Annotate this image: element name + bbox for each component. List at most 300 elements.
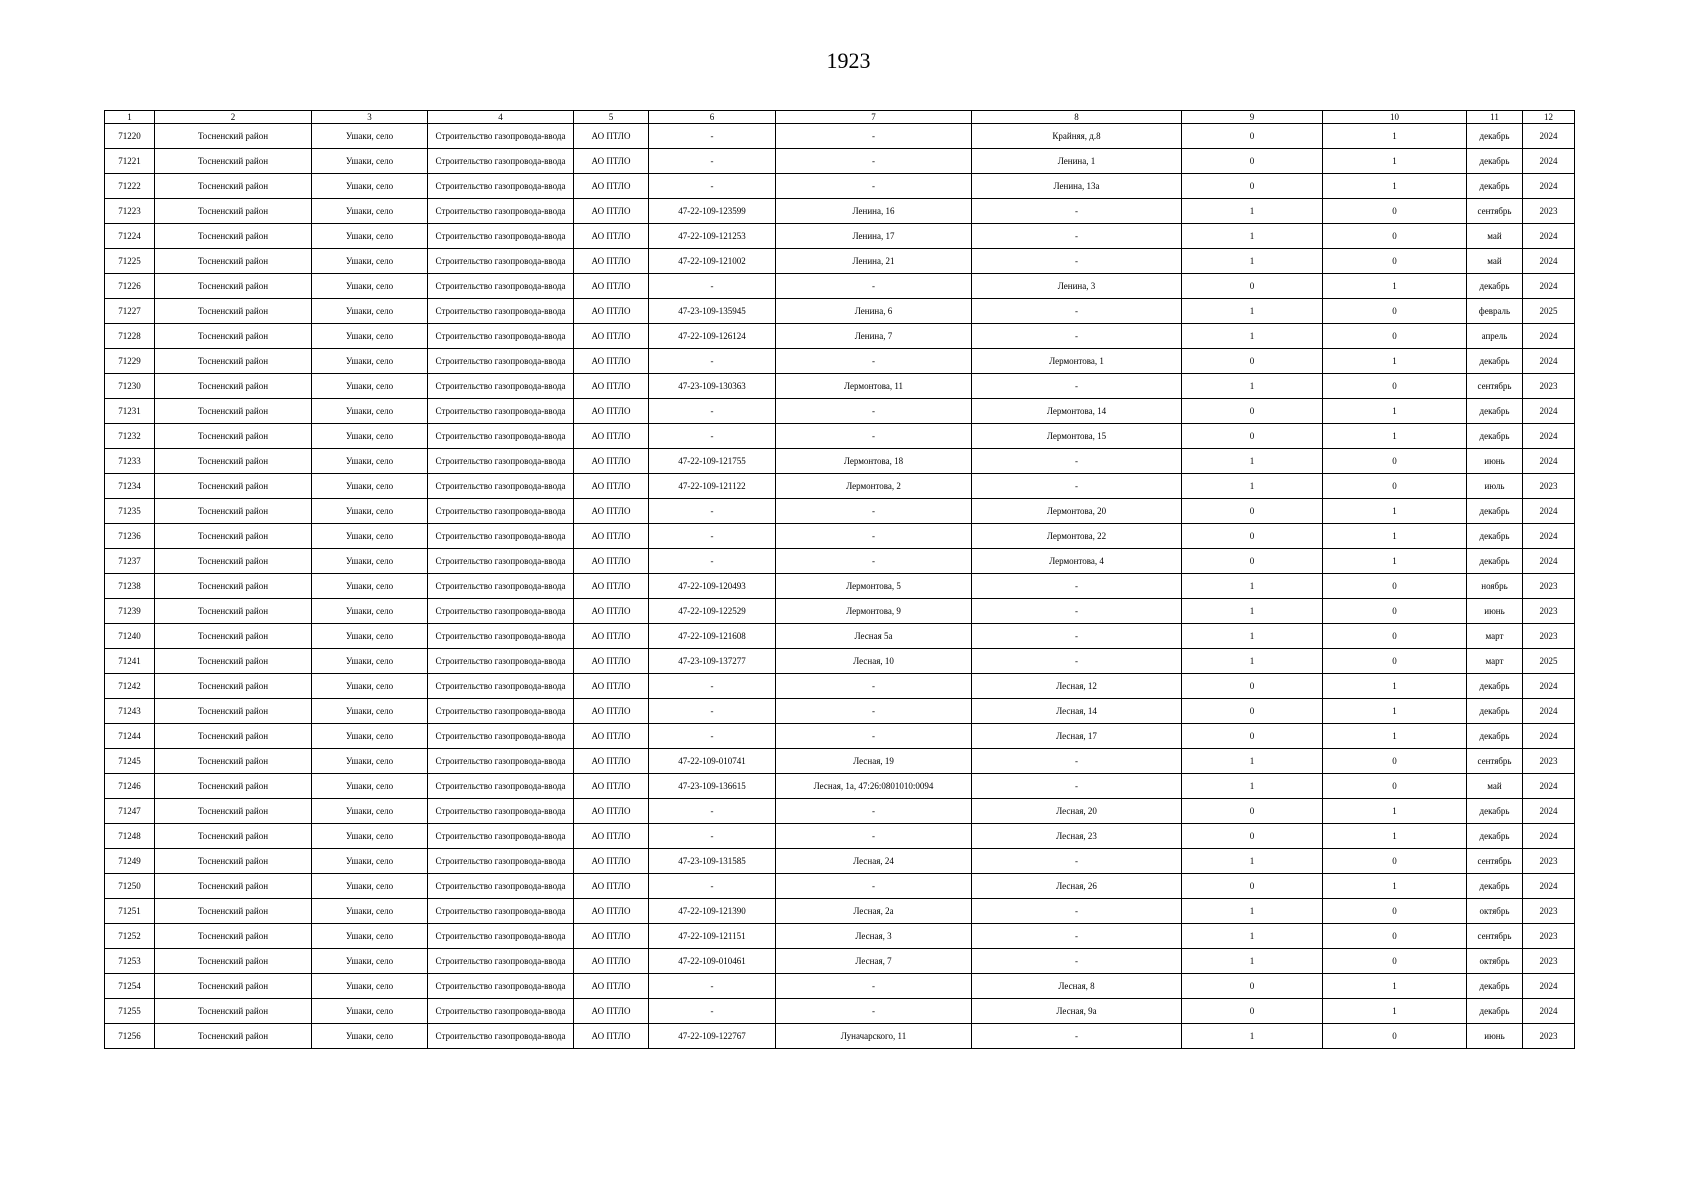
cell-address-planned: -	[972, 774, 1182, 799]
cell-address-connected: Ленина, 17	[776, 224, 972, 249]
cell-month: сентябрь	[1467, 749, 1523, 774]
cell-address-connected: -	[776, 874, 972, 899]
cell-count-connected: 1	[1182, 624, 1323, 649]
cell-district: Тосненский район	[155, 1024, 312, 1049]
cell-count-connected: 0	[1182, 974, 1323, 999]
cell-district: Тосненский район	[155, 199, 312, 224]
cell-year: 2024	[1523, 549, 1575, 574]
cell-count-planned: 0	[1323, 574, 1467, 599]
cell-district: Тосненский район	[155, 399, 312, 424]
cell-organization: АО ПТЛО	[574, 224, 649, 249]
cell-address-planned: -	[972, 374, 1182, 399]
cell-year: 2024	[1523, 824, 1575, 849]
cell-work-type: Строительство газопровода-ввода	[428, 374, 574, 399]
header-row	[105, 111, 1575, 124]
cell-address-planned: -	[972, 849, 1182, 874]
cell-year: 2024	[1523, 774, 1575, 799]
cell-settlement: Ушаки, село	[312, 574, 428, 599]
table-row	[105, 874, 1575, 899]
cell-address-planned: Лермонтова, 20	[972, 499, 1182, 524]
cell-month: декабрь	[1467, 124, 1523, 149]
cell-address-planned: Крайняя, д.8	[972, 124, 1182, 149]
cell-month: июнь	[1467, 1024, 1523, 1049]
cell-count-connected: 1	[1182, 374, 1323, 399]
cell-district: Тосненский район	[155, 299, 312, 324]
cell-count-planned: 1	[1323, 674, 1467, 699]
cell-row-number: 71230	[105, 374, 155, 399]
cell-month: декабрь	[1467, 174, 1523, 199]
cell-settlement: Ушаки, село	[312, 974, 428, 999]
cell-month: март	[1467, 649, 1523, 674]
cell-cadastral-number: -	[649, 499, 776, 524]
cell-address-planned: -	[972, 599, 1182, 624]
cell-month: июнь	[1467, 599, 1523, 624]
cell-year: 2024	[1523, 674, 1575, 699]
column-header: 6	[649, 111, 776, 124]
cell-district: Тосненский район	[155, 774, 312, 799]
cell-count-planned: 0	[1323, 924, 1467, 949]
cell-organization: АО ПТЛО	[574, 324, 649, 349]
cell-count-planned: 1	[1323, 274, 1467, 299]
cell-district: Тосненский район	[155, 799, 312, 824]
cell-work-type: Строительство газопровода-ввода	[428, 499, 574, 524]
cell-address-connected: Лесная, 19	[776, 749, 972, 774]
cell-work-type: Строительство газопровода-ввода	[428, 449, 574, 474]
cell-address-planned: Лермонтова, 1	[972, 349, 1182, 374]
table-row	[105, 849, 1575, 874]
cell-month: декабрь	[1467, 999, 1523, 1024]
cell-organization: АО ПТЛО	[574, 874, 649, 899]
cell-month: февраль	[1467, 299, 1523, 324]
cell-address-connected: Лесная, 2а	[776, 899, 972, 924]
cell-count-planned: 1	[1323, 149, 1467, 174]
cell-year: 2024	[1523, 149, 1575, 174]
cell-month: декабрь	[1467, 274, 1523, 299]
column-header: 9	[1182, 111, 1323, 124]
cell-cadastral-number: -	[649, 274, 776, 299]
cell-year: 2024	[1523, 974, 1575, 999]
cell-count-connected: 0	[1182, 699, 1323, 724]
cell-count-connected: 1	[1182, 949, 1323, 974]
cell-address-connected: -	[776, 399, 972, 424]
cell-row-number: 71237	[105, 549, 155, 574]
cell-count-connected: 1	[1182, 449, 1323, 474]
cell-address-connected: -	[776, 724, 972, 749]
cell-count-planned: 0	[1323, 599, 1467, 624]
cell-address-connected: -	[776, 799, 972, 824]
cell-address-planned: Лермонтова, 22	[972, 524, 1182, 549]
cell-work-type: Строительство газопровода-ввода	[428, 399, 574, 424]
cell-month: декабрь	[1467, 724, 1523, 749]
cell-district: Тосненский район	[155, 124, 312, 149]
cell-cadastral-number: 47-22-109-121151	[649, 924, 776, 949]
cell-year: 2023	[1523, 599, 1575, 624]
cell-settlement: Ушаки, село	[312, 449, 428, 474]
table-row	[105, 724, 1575, 749]
cell-cadastral-number: 47-23-109-136615	[649, 774, 776, 799]
cell-district: Тосненский район	[155, 874, 312, 899]
cell-settlement: Ушаки, село	[312, 799, 428, 824]
cell-year: 2024	[1523, 424, 1575, 449]
cell-row-number: 71227	[105, 299, 155, 324]
cell-organization: АО ПТЛО	[574, 274, 649, 299]
cell-month: март	[1467, 624, 1523, 649]
cell-settlement: Ушаки, село	[312, 274, 428, 299]
cell-count-planned: 1	[1323, 349, 1467, 374]
cell-row-number: 71243	[105, 699, 155, 724]
cell-row-number: 71250	[105, 874, 155, 899]
cell-cadastral-number: -	[649, 424, 776, 449]
table-row	[105, 649, 1575, 674]
cell-year: 2024	[1523, 349, 1575, 374]
cell-cadastral-number: 47-22-109-010461	[649, 949, 776, 974]
cell-count-planned: 1	[1323, 974, 1467, 999]
cell-cadastral-number: 47-22-109-121122	[649, 474, 776, 499]
cell-address-planned: Лесная, 12	[972, 674, 1182, 699]
cell-address-connected: Ленина, 16	[776, 199, 972, 224]
cell-count-connected: 0	[1182, 799, 1323, 824]
cell-year: 2024	[1523, 449, 1575, 474]
cell-year: 2023	[1523, 749, 1575, 774]
cell-work-type: Строительство газопровода-ввода	[428, 249, 574, 274]
cell-district: Тосненский район	[155, 749, 312, 774]
cell-address-planned: -	[972, 249, 1182, 274]
cell-settlement: Ушаки, село	[312, 599, 428, 624]
cell-cadastral-number: -	[649, 149, 776, 174]
cell-work-type: Строительство газопровода-ввода	[428, 574, 574, 599]
cell-work-type: Строительство газопровода-ввода	[428, 149, 574, 174]
cell-organization: АО ПТЛО	[574, 624, 649, 649]
cell-year: 2024	[1523, 174, 1575, 199]
cell-organization: АО ПТЛО	[574, 1024, 649, 1049]
cell-address-planned: -	[972, 474, 1182, 499]
cell-organization: АО ПТЛО	[574, 174, 649, 199]
cell-count-connected: 1	[1182, 299, 1323, 324]
cell-address-planned: -	[972, 224, 1182, 249]
cell-address-connected: Лесная, 7	[776, 949, 972, 974]
cell-row-number: 71223	[105, 199, 155, 224]
cell-settlement: Ушаки, село	[312, 999, 428, 1024]
cell-cadastral-number: 47-22-109-121755	[649, 449, 776, 474]
cell-row-number: 71256	[105, 1024, 155, 1049]
table-row	[105, 999, 1575, 1024]
cell-count-planned: 0	[1323, 299, 1467, 324]
cell-settlement: Ушаки, село	[312, 899, 428, 924]
cell-year: 2024	[1523, 724, 1575, 749]
cell-organization: АО ПТЛО	[574, 849, 649, 874]
cell-row-number: 71225	[105, 249, 155, 274]
cell-work-type: Строительство газопровода-ввода	[428, 849, 574, 874]
cell-cadastral-number: 47-22-109-121390	[649, 899, 776, 924]
cell-year: 2024	[1523, 399, 1575, 424]
cell-row-number: 71238	[105, 574, 155, 599]
cell-work-type: Строительство газопровода-ввода	[428, 224, 574, 249]
cell-row-number: 71254	[105, 974, 155, 999]
table-row	[105, 924, 1575, 949]
cell-count-connected: 0	[1182, 724, 1323, 749]
cell-month: декабрь	[1467, 399, 1523, 424]
cell-count-planned: 1	[1323, 824, 1467, 849]
cell-organization: АО ПТЛО	[574, 424, 649, 449]
table-row	[105, 149, 1575, 174]
cell-address-connected: -	[776, 174, 972, 199]
cell-address-planned: Лермонтова, 4	[972, 549, 1182, 574]
cell-district: Тосненский район	[155, 949, 312, 974]
cell-count-connected: 0	[1182, 549, 1323, 574]
table-row	[105, 474, 1575, 499]
cell-count-planned: 0	[1323, 249, 1467, 274]
cell-year: 2023	[1523, 949, 1575, 974]
cell-address-connected: Лермонтова, 9	[776, 599, 972, 624]
cell-cadastral-number: 47-22-109-121002	[649, 249, 776, 274]
column-header: 4	[428, 111, 574, 124]
cell-address-connected: -	[776, 699, 972, 724]
cell-address-connected: Лесная 5а	[776, 624, 972, 649]
column-header: 11	[1467, 111, 1523, 124]
cell-year: 2023	[1523, 199, 1575, 224]
cell-organization: АО ПТЛО	[574, 899, 649, 924]
cell-work-type: Строительство газопровода-ввода	[428, 599, 574, 624]
cell-cadastral-number: 47-22-109-120493	[649, 574, 776, 599]
cell-cadastral-number: -	[649, 974, 776, 999]
cell-row-number: 71240	[105, 624, 155, 649]
cell-cadastral-number: -	[649, 549, 776, 574]
table-row	[105, 574, 1575, 599]
table-row	[105, 549, 1575, 574]
table-row	[105, 224, 1575, 249]
cell-cadastral-number: -	[649, 674, 776, 699]
cell-district: Тосненский район	[155, 899, 312, 924]
cell-address-connected: Луначарского, 11	[776, 1024, 972, 1049]
cell-count-connected: 1	[1182, 1024, 1323, 1049]
cell-district: Тосненский район	[155, 374, 312, 399]
cell-address-planned: -	[972, 749, 1182, 774]
cell-district: Тосненский район	[155, 449, 312, 474]
cell-count-planned: 0	[1323, 199, 1467, 224]
cell-row-number: 71226	[105, 274, 155, 299]
cell-organization: АО ПТЛО	[574, 574, 649, 599]
cell-district: Тосненский район	[155, 149, 312, 174]
cell-district: Тосненский район	[155, 824, 312, 849]
cell-month: сентябрь	[1467, 199, 1523, 224]
cell-address-connected: -	[776, 999, 972, 1024]
cell-address-connected: -	[776, 499, 972, 524]
cell-count-planned: 1	[1323, 999, 1467, 1024]
cell-district: Тосненский район	[155, 499, 312, 524]
cell-count-connected: 1	[1182, 899, 1323, 924]
cell-cadastral-number: 47-23-109-130363	[649, 374, 776, 399]
cell-work-type: Строительство газопровода-ввода	[428, 724, 574, 749]
cell-month: октябрь	[1467, 899, 1523, 924]
table-row	[105, 974, 1575, 999]
cell-row-number: 71244	[105, 724, 155, 749]
column-header: 8	[972, 111, 1182, 124]
table-row	[105, 249, 1575, 274]
cell-row-number: 71234	[105, 474, 155, 499]
cell-organization: АО ПТЛО	[574, 199, 649, 224]
cell-address-planned: Лесная, 8	[972, 974, 1182, 999]
cell-organization: АО ПТЛО	[574, 999, 649, 1024]
cell-work-type: Строительство газопровода-ввода	[428, 799, 574, 824]
cell-district: Тосненский район	[155, 974, 312, 999]
cell-month: декабрь	[1467, 549, 1523, 574]
cell-address-connected: -	[776, 149, 972, 174]
cell-organization: АО ПТЛО	[574, 699, 649, 724]
table-body	[105, 124, 1575, 1049]
cell-row-number: 71221	[105, 149, 155, 174]
cell-month: декабрь	[1467, 974, 1523, 999]
cell-address-connected: Лесная, 1а, 47:26:0801010:0094	[776, 774, 972, 799]
cell-address-connected: Лермонтова, 11	[776, 374, 972, 399]
cell-count-connected: 1	[1182, 649, 1323, 674]
cell-month: май	[1467, 249, 1523, 274]
cell-row-number: 71235	[105, 499, 155, 524]
table-row	[105, 424, 1575, 449]
cell-month: октябрь	[1467, 949, 1523, 974]
cell-address-connected: -	[776, 549, 972, 574]
cell-address-connected: Лермонтова, 5	[776, 574, 972, 599]
cell-count-planned: 0	[1323, 949, 1467, 974]
cell-cadastral-number: 47-22-109-122529	[649, 599, 776, 624]
cell-cadastral-number: 47-23-109-135945	[649, 299, 776, 324]
cell-work-type: Строительство газопровода-ввода	[428, 924, 574, 949]
table-row	[105, 949, 1575, 974]
cell-district: Тосненский район	[155, 424, 312, 449]
cell-address-planned: -	[972, 449, 1182, 474]
cell-month: декабрь	[1467, 799, 1523, 824]
cell-address-connected: Лермонтова, 18	[776, 449, 972, 474]
cell-row-number: 71233	[105, 449, 155, 474]
cell-cadastral-number: -	[649, 349, 776, 374]
cell-district: Тосненский район	[155, 924, 312, 949]
cell-cadastral-number: -	[649, 174, 776, 199]
cell-organization: АО ПТЛО	[574, 374, 649, 399]
cell-row-number: 71242	[105, 674, 155, 699]
cell-count-planned: 1	[1323, 499, 1467, 524]
cell-work-type: Строительство газопровода-ввода	[428, 549, 574, 574]
cell-work-type: Строительство газопровода-ввода	[428, 999, 574, 1024]
column-header: 3	[312, 111, 428, 124]
cell-month: май	[1467, 774, 1523, 799]
table-row	[105, 399, 1575, 424]
cell-work-type: Строительство газопровода-ввода	[428, 874, 574, 899]
cell-count-connected: 1	[1182, 474, 1323, 499]
cell-settlement: Ушаки, село	[312, 524, 428, 549]
cell-year: 2024	[1523, 499, 1575, 524]
cell-cadastral-number: 47-22-109-123599	[649, 199, 776, 224]
cell-count-connected: 1	[1182, 224, 1323, 249]
cell-address-planned: -	[972, 299, 1182, 324]
cell-address-planned: -	[972, 199, 1182, 224]
cell-address-connected: Ленина, 6	[776, 299, 972, 324]
cell-count-planned: 1	[1323, 874, 1467, 899]
cell-row-number: 71229	[105, 349, 155, 374]
table-row	[105, 449, 1575, 474]
cell-district: Тосненский район	[155, 624, 312, 649]
cell-settlement: Ушаки, село	[312, 424, 428, 449]
cell-address-planned: Лермонтова, 15	[972, 424, 1182, 449]
cell-row-number: 71253	[105, 949, 155, 974]
cell-count-connected: 1	[1182, 599, 1323, 624]
table-row	[105, 699, 1575, 724]
cell-cadastral-number: -	[649, 874, 776, 899]
cell-district: Тосненский район	[155, 349, 312, 374]
cell-work-type: Строительство газопровода-ввода	[428, 474, 574, 499]
cell-year: 2024	[1523, 999, 1575, 1024]
cell-cadastral-number: 47-22-109-121608	[649, 624, 776, 649]
cell-address-connected: -	[776, 524, 972, 549]
cell-work-type: Строительство газопровода-ввода	[428, 624, 574, 649]
table-row	[105, 299, 1575, 324]
cell-organization: АО ПТЛО	[574, 149, 649, 174]
cell-address-connected: -	[776, 274, 972, 299]
cell-month: декабрь	[1467, 874, 1523, 899]
cell-address-planned: -	[972, 924, 1182, 949]
cell-cadastral-number: 47-22-109-010741	[649, 749, 776, 774]
cell-count-planned: 0	[1323, 324, 1467, 349]
cell-count-planned: 0	[1323, 624, 1467, 649]
cell-settlement: Ушаки, село	[312, 849, 428, 874]
cell-address-connected: Лесная, 3	[776, 924, 972, 949]
cell-settlement: Ушаки, село	[312, 724, 428, 749]
cell-district: Тосненский район	[155, 224, 312, 249]
table-row	[105, 774, 1575, 799]
cell-district: Тосненский район	[155, 649, 312, 674]
cell-address-connected: Лесная, 10	[776, 649, 972, 674]
cell-year: 2025	[1523, 299, 1575, 324]
cell-row-number: 71255	[105, 999, 155, 1024]
cell-settlement: Ушаки, село	[312, 174, 428, 199]
cell-row-number: 71249	[105, 849, 155, 874]
table-row	[105, 624, 1575, 649]
cell-organization: АО ПТЛО	[574, 749, 649, 774]
cell-work-type: Строительство газопровода-ввода	[428, 949, 574, 974]
table-row	[105, 599, 1575, 624]
table-row	[105, 174, 1575, 199]
cell-month: апрель	[1467, 324, 1523, 349]
column-header: 2	[155, 111, 312, 124]
cell-row-number: 71236	[105, 524, 155, 549]
data-table	[104, 110, 1575, 1049]
cell-cadastral-number: -	[649, 999, 776, 1024]
cell-district: Тосненский район	[155, 174, 312, 199]
cell-address-planned: Ленина, 13а	[972, 174, 1182, 199]
cell-count-planned: 1	[1323, 724, 1467, 749]
cell-count-connected: 1	[1182, 849, 1323, 874]
cell-settlement: Ушаки, село	[312, 749, 428, 774]
cell-work-type: Строительство газопровода-ввода	[428, 199, 574, 224]
cell-year: 2023	[1523, 474, 1575, 499]
cell-month: декабрь	[1467, 674, 1523, 699]
column-header: 1	[105, 111, 155, 124]
cell-year: 2024	[1523, 799, 1575, 824]
cell-year: 2025	[1523, 649, 1575, 674]
table-row	[105, 374, 1575, 399]
cell-address-planned: Лесная, 26	[972, 874, 1182, 899]
cell-month: декабрь	[1467, 524, 1523, 549]
cell-row-number: 71220	[105, 124, 155, 149]
cell-district: Тосненский район	[155, 599, 312, 624]
cell-address-connected: -	[776, 824, 972, 849]
cell-count-planned: 0	[1323, 224, 1467, 249]
cell-month: декабрь	[1467, 349, 1523, 374]
cell-address-planned: Ленина, 3	[972, 274, 1182, 299]
cell-count-planned: 0	[1323, 474, 1467, 499]
table-row	[105, 674, 1575, 699]
cell-count-connected: 0	[1182, 124, 1323, 149]
cell-year: 2023	[1523, 374, 1575, 399]
cell-cadastral-number: 47-22-109-122767	[649, 1024, 776, 1049]
